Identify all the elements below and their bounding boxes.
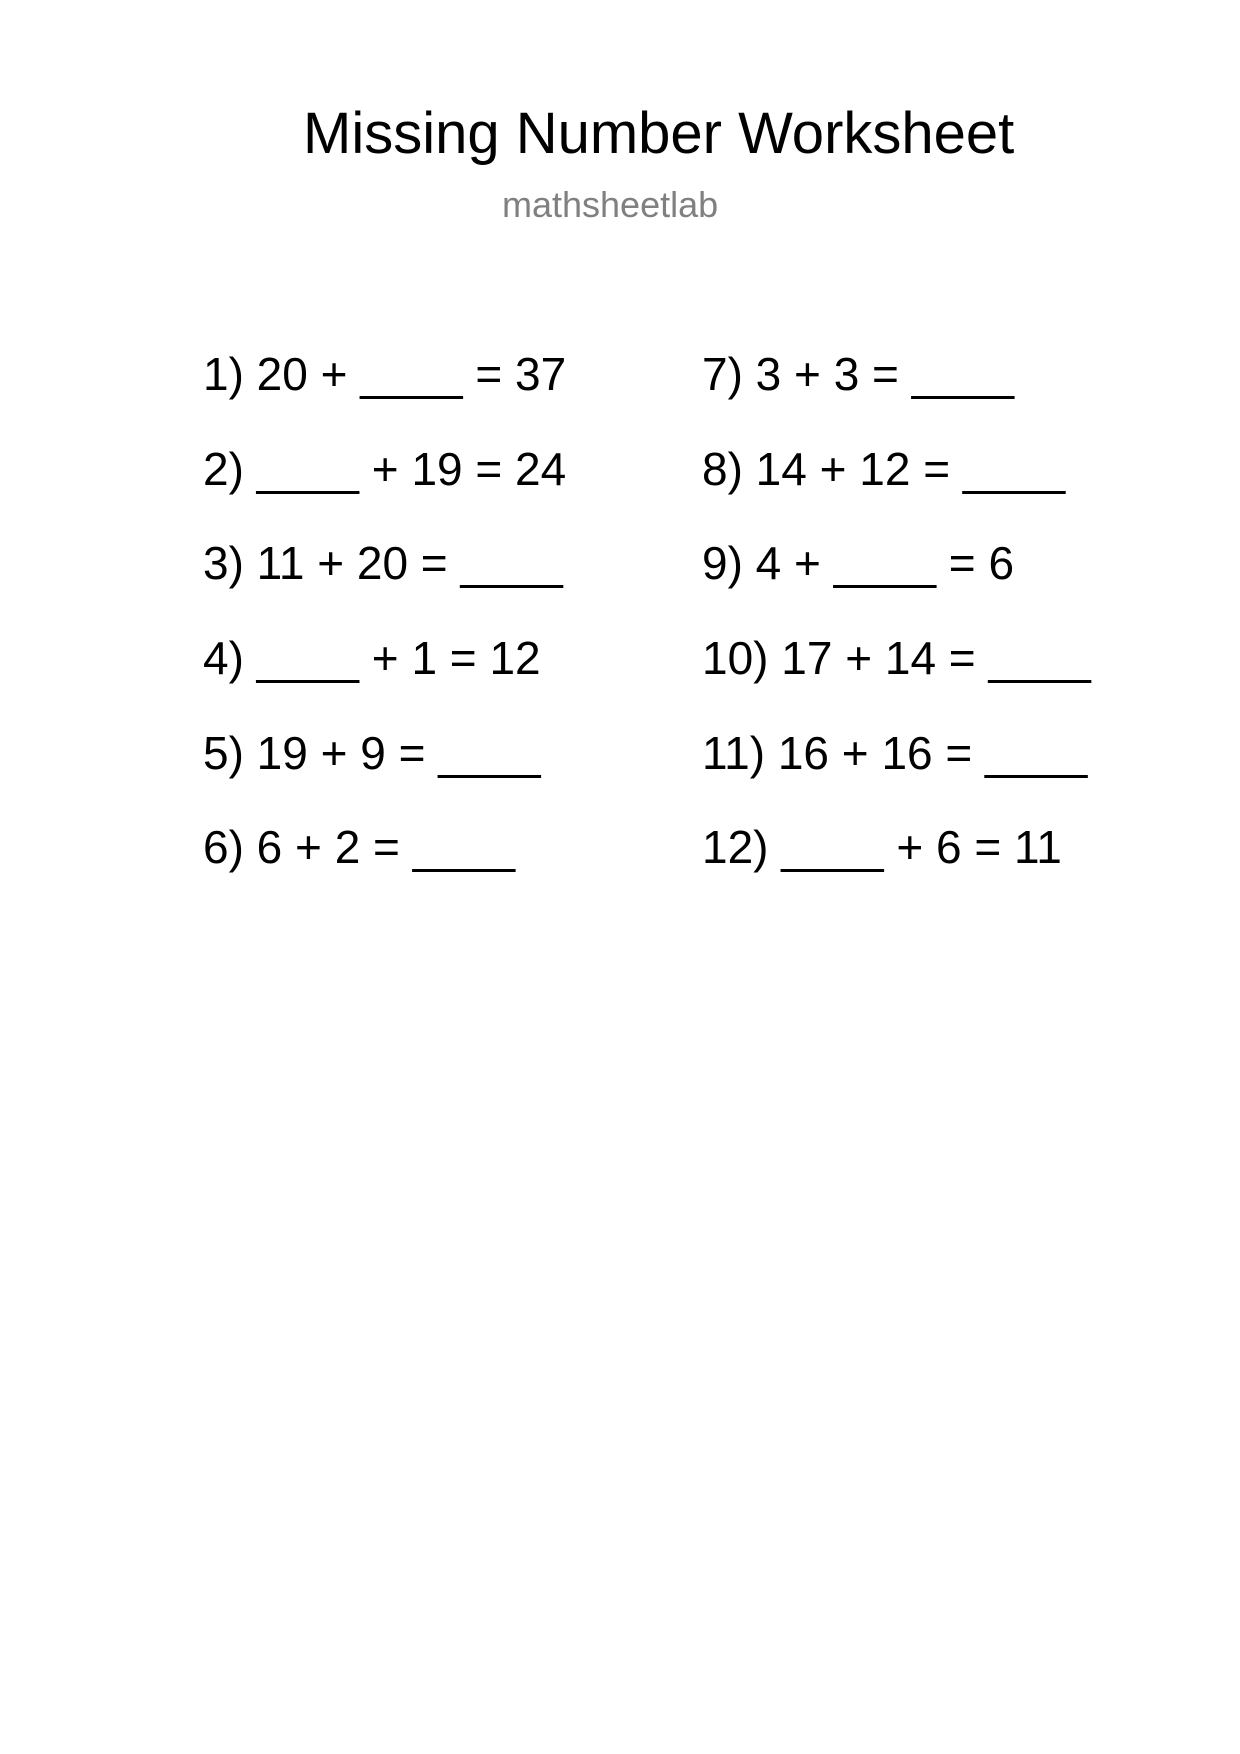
problem-1: 1) 20 + ____ = 37 xyxy=(203,348,567,400)
problem-9: 9) 4 + ____ = 6 xyxy=(702,537,1015,589)
problem-10: 10) 17 + 14 = ____ xyxy=(702,632,1091,684)
problem-12: 12) ____ + 6 = 11 xyxy=(702,821,1062,873)
problem-4: 4) ____ + 1 = 12 xyxy=(203,632,541,684)
problem-2: 2) ____ + 19 = 24 xyxy=(203,443,567,495)
problem-8: 8) 14 + 12 = ____ xyxy=(702,443,1066,495)
problem-6: 6) 6 + 2 = ____ xyxy=(203,821,516,873)
worksheet-title: Missing Number Worksheet xyxy=(303,101,1015,166)
problem-3: 3) 11 + 20 = ____ xyxy=(203,537,563,589)
problem-7: 7) 3 + 3 = ____ xyxy=(702,348,1015,400)
problem-11: 11) 16 + 16 = ____ xyxy=(702,727,1088,779)
problem-5: 5) 19 + 9 = ____ xyxy=(203,727,541,779)
worksheet-subtitle: mathsheetlab xyxy=(502,184,719,225)
